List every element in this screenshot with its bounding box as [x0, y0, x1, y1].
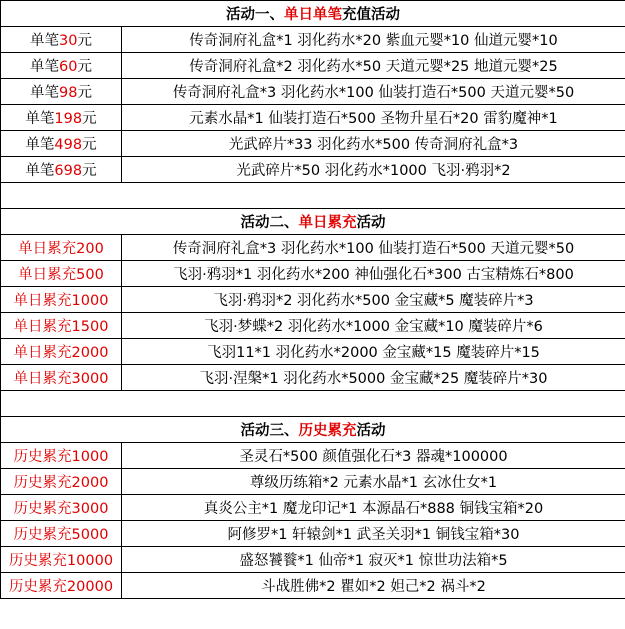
row-rewards: 传奇洞府礼盒*2 羽化药水*50 天道元婴*25 地道元婴*25 — [122, 53, 625, 79]
row-label: 历史累充1000 — [1, 443, 122, 469]
table-row — [1, 105, 625, 131]
table-row — [1, 443, 625, 469]
row-rewards: 飞羽·梦蝶*2 羽化药水*1000 金宝藏*10 魔装碎片*6 — [122, 313, 625, 339]
row-label: 历史累充10000 — [1, 547, 122, 573]
table-row — [1, 521, 625, 547]
row-label: 历史累充3000 — [1, 495, 122, 521]
section-title: 活动一、单日单笔充值活动 — [1, 1, 625, 27]
row-label: 单日累充3000 — [1, 365, 122, 391]
section-header-row — [1, 417, 625, 443]
row-rewards: 飞羽·鸦羽*2 羽化药水*500 金宝藏*5 魔装碎片*3 — [122, 287, 625, 313]
row-rewards: 飞羽11*1 羽化药水*2000 金宝藏*15 魔装碎片*15 — [122, 339, 625, 365]
row-label: 单日累充500 — [1, 261, 122, 287]
row-label: 单笔698元 — [1, 157, 122, 183]
table-row — [1, 313, 625, 339]
row-label: 单笔498元 — [1, 131, 122, 157]
row-rewards: 盛怒饕餮*1 仙帝*1 寂灭*1 惊世功法箱*5 — [122, 547, 625, 573]
row-label: 单日累充1500 — [1, 313, 122, 339]
row-label: 单笔30元 — [1, 27, 122, 53]
table-row — [1, 131, 625, 157]
row-rewards: 圣灵石*500 颜值强化石*3 器魂*100000 — [122, 443, 625, 469]
row-rewards: 传奇洞府礼盒*3 羽化药水*100 仙装打造石*500 天道元婴*50 — [122, 235, 625, 261]
table-row — [1, 235, 625, 261]
row-label: 单日累充2000 — [1, 339, 122, 365]
table-row — [1, 79, 625, 105]
table-row — [1, 287, 625, 313]
row-rewards: 尊级历练箱*2 元素水晶*1 玄冰仕女*1 — [122, 469, 625, 495]
table-row — [1, 27, 625, 53]
row-label: 单笔98元 — [1, 79, 122, 105]
section-spacer — [1, 183, 625, 209]
section-spacer — [1, 391, 625, 417]
row-rewards: 飞羽·涅槃*1 羽化药水*5000 金宝藏*25 魔装碎片*30 — [122, 365, 625, 391]
table-row — [1, 261, 625, 287]
row-label: 历史累充20000 — [1, 573, 122, 599]
section-header-row — [1, 209, 625, 235]
row-rewards: 斗战胜佛*2 瞿如*2 妲己*2 祸斗*2 — [122, 573, 625, 599]
table-row — [1, 339, 625, 365]
row-rewards: 传奇洞府礼盒*3 羽化药水*100 仙装打造石*500 天道元婴*50 — [122, 79, 625, 105]
section-header-row — [1, 1, 625, 27]
table-row — [1, 547, 625, 573]
spacer-row — [1, 183, 625, 209]
row-rewards: 飞羽·鸦羽*1 羽化药水*200 神仙强化石*300 古宝精炼石*800 — [122, 261, 625, 287]
row-rewards: 元素水晶*1 仙装打造石*500 圣物升星石*20 雷豹魔神*1 — [122, 105, 625, 131]
table-row — [1, 157, 625, 183]
section-title: 活动三、历史累充活动 — [1, 417, 625, 443]
table-row — [1, 365, 625, 391]
table-row — [1, 495, 625, 521]
spacer-row — [1, 391, 625, 417]
row-label: 历史累充5000 — [1, 521, 122, 547]
row-rewards: 光武碎片*50 羽化药水*1000 飞羽·鸦羽*2 — [122, 157, 625, 183]
row-label: 单日累充200 — [1, 235, 122, 261]
row-rewards: 真炎公主*1 魔龙印记*1 本源晶石*888 铜钱宝箱*20 — [122, 495, 625, 521]
table-row — [1, 53, 625, 79]
row-label: 历史累充2000 — [1, 469, 122, 495]
row-rewards: 光武碎片*33 羽化药水*500 传奇洞府礼盒*3 — [122, 131, 625, 157]
table-row — [1, 469, 625, 495]
row-rewards: 阿修罗*1 轩辕剑*1 武圣关羽*1 铜钱宝箱*30 — [122, 521, 625, 547]
row-label: 单笔60元 — [1, 53, 122, 79]
table-row — [1, 573, 625, 599]
row-label: 单日累充1000 — [1, 287, 122, 313]
row-label: 单笔198元 — [1, 105, 122, 131]
row-rewards: 传奇洞府礼盒*1 羽化药水*20 紫血元婴*10 仙道元婴*10 — [122, 27, 625, 53]
section-title: 活动二、单日累充活动 — [1, 209, 625, 235]
